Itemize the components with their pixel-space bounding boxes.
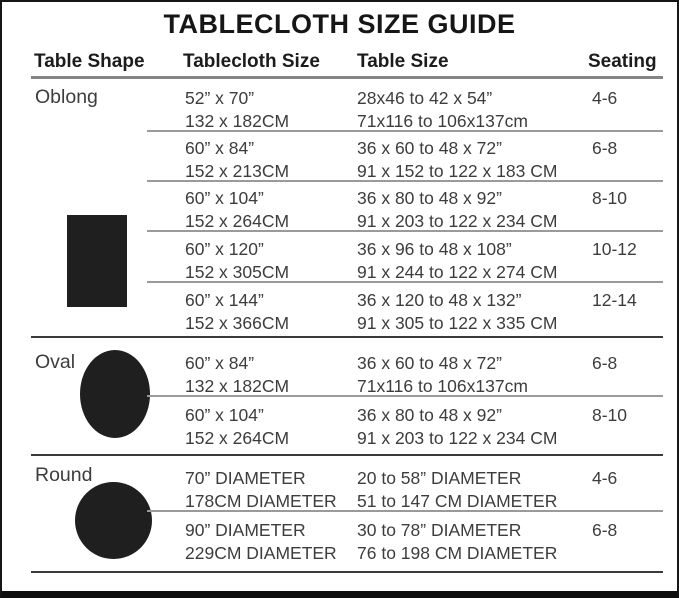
section-label-oval: Oval (35, 351, 76, 373)
table-row (2, 87, 677, 133)
section-divider (31, 454, 663, 456)
table-size-in: 36 x 80 to 48 x 92” (357, 188, 502, 208)
table-row (2, 467, 677, 513)
seating-value: 8-10 (592, 405, 628, 425)
section-label-round: Round (35, 464, 93, 486)
table-size-in: 36 x 80 to 48 x 92” (357, 405, 502, 425)
table-row (2, 519, 677, 565)
seating-value: 6-8 (592, 520, 618, 540)
seating-value: 4-6 (592, 88, 618, 108)
tablecloth-size-in: 60” x 84” (185, 138, 255, 158)
tablecloth-size-in: 60” x 84” (185, 353, 255, 373)
table-size-cm: 91 x 244 to 122 x 274 CM (357, 262, 558, 282)
table-size-cm: 71x116 to 106x137cm (357, 111, 528, 131)
column-header-table-size: Table Size (357, 51, 449, 72)
table-size-cm: 91 x 203 to 122 x 234 CM (357, 211, 558, 231)
row-divider (147, 230, 663, 232)
table-size-cm: 51 to 147 CM DIAMETER (357, 491, 558, 511)
tablecloth-size-in: 60” x 120” (185, 239, 264, 259)
seating-value: 10-12 (592, 239, 637, 259)
tablecloth-size-in: 60” x 104” (185, 405, 264, 425)
tablecloth-size-cm: 229CM DIAMETER (185, 543, 337, 563)
tablecloth-size-in: 60” x 104” (185, 188, 264, 208)
seating-value: 4-6 (592, 468, 618, 488)
page-title: TABLECLOTH SIZE GUIDE (163, 9, 516, 39)
table-row (2, 238, 677, 284)
seating-value: 12-14 (592, 290, 637, 310)
table-size-cm: 91 x 152 to 122 x 183 CM (357, 161, 558, 181)
column-header-tablecloth-size: Tablecloth Size (183, 51, 320, 72)
row-divider (147, 395, 663, 397)
tablecloth-size-cm: 132 x 182CM (185, 376, 290, 396)
column-header-table-shape: Table Shape (34, 51, 145, 72)
table-size-in: 28x46 to 42 x 54” (357, 88, 493, 108)
row-divider (147, 180, 663, 182)
table-size-cm: 76 to 198 CM DIAMETER (357, 543, 558, 563)
header-divider (31, 76, 663, 79)
column-header-seating: Seating (588, 51, 657, 72)
table-row (2, 289, 677, 335)
table-size-cm: 71x116 to 106x137cm (357, 376, 528, 396)
tablecloth-size-cm: 132 x 182CM (185, 111, 290, 131)
tablecloth-size-in: 90” DIAMETER (185, 520, 306, 540)
seating-value: 6-8 (592, 138, 618, 158)
tablecloth-size-cm: 152 x 366CM (185, 313, 290, 333)
section-label-oblong: Oblong (35, 86, 98, 108)
tablecloth-size-in: 60” x 144” (185, 290, 264, 310)
tablecloth-size-in: 70” DIAMETER (185, 468, 306, 488)
row-divider (147, 281, 663, 283)
table-size-in: 30 to 78” DIAMETER (357, 520, 522, 540)
table-size-in: 36 x 96 to 48 x 108” (357, 239, 512, 259)
row-divider (147, 130, 663, 132)
seating-value: 8-10 (592, 188, 628, 208)
tablecloth-size-cm: 152 x 305CM (185, 262, 290, 282)
table-size-cm: 91 x 305 to 122 x 335 CM (357, 313, 558, 333)
section-divider (31, 336, 663, 338)
row-divider (147, 510, 663, 512)
seating-value: 6-8 (592, 353, 618, 373)
table-row (2, 187, 677, 233)
tablecloth-size-in: 52” x 70” (185, 88, 255, 108)
table-size-cm: 91 x 203 to 122 x 234 CM (357, 428, 558, 448)
table-size-in: 20 to 58” DIAMETER (357, 468, 522, 488)
table-row (2, 137, 677, 183)
tablecloth-size-cm: 152 x 264CM (185, 428, 290, 448)
table-size-in: 36 x 60 to 48 x 72” (357, 353, 502, 373)
table-size-in: 36 x 120 to 48 x 132” (357, 290, 522, 310)
tablecloth-size-cm: 152 x 213CM (185, 161, 290, 181)
table-size-in: 36 x 60 to 48 x 72” (357, 138, 502, 158)
tablecloth-size-cm: 178CM DIAMETER (185, 491, 337, 511)
table-row (2, 352, 677, 398)
table-row (2, 404, 677, 450)
tablecloth-size-cm: 152 x 264CM (185, 211, 290, 231)
bottom-divider (31, 571, 663, 573)
